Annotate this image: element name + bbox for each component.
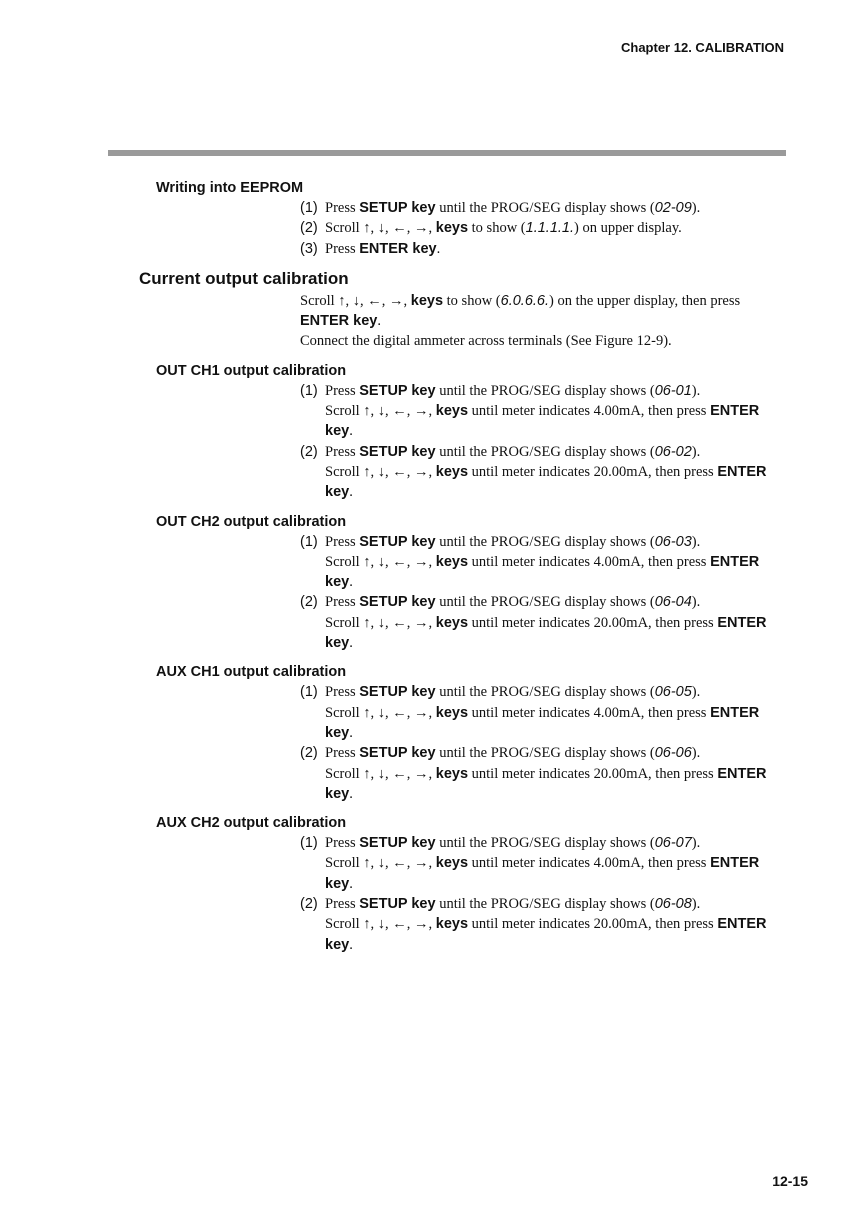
step-number: (2)	[300, 745, 318, 762]
calibration-section	[0, 361, 867, 503]
step-text: Scroll ↑, ↓, ←, →,	[325, 553, 436, 570]
step-text: ).	[691, 835, 701, 852]
calibration-step	[300, 743, 780, 804]
key-label: key	[325, 635, 350, 652]
step-text: until the PROG/SEG display shows (	[435, 745, 655, 762]
eeprom-step-2	[300, 218, 780, 238]
step-text: Press	[325, 745, 360, 762]
setup-key-label: SETUP key	[359, 835, 436, 852]
enter-key-label: ENTER	[717, 614, 767, 631]
step-text: Press	[325, 200, 360, 216]
header-rule	[108, 150, 786, 156]
step-text: Press	[325, 835, 360, 852]
step-text: until meter indicates 20.00mA, then press	[468, 614, 718, 631]
step-text: until meter indicates 4.00mA, then press	[468, 403, 711, 420]
step-text: ).	[691, 896, 701, 913]
step-text: ).	[691, 594, 701, 611]
eeprom-step-3	[300, 239, 780, 259]
calibration-step	[300, 682, 780, 743]
calibration-section	[0, 662, 867, 804]
step-text: until meter indicates 4.00mA, then press	[468, 855, 711, 872]
intro-text: .	[377, 313, 381, 330]
display-code: 02-09	[654, 200, 692, 216]
step-text: Scroll ↑, ↓, ←, →,	[325, 463, 436, 480]
step-text: .	[349, 423, 353, 440]
section-heading: AUX CH2 output calibration	[156, 815, 347, 832]
step-text: until meter indicates 20.00mA, then press	[468, 463, 718, 480]
key-label: key	[325, 785, 350, 802]
keys-label: keys	[435, 704, 469, 721]
section-heading: OUT CH1 output calibration	[156, 362, 347, 379]
step-number: (2)	[300, 896, 318, 913]
calibration-step	[300, 442, 780, 503]
keys-label: keys	[435, 403, 469, 420]
eeprom-heading: Writing into EEPROM	[156, 180, 304, 196]
keys-label: keys	[435, 765, 469, 782]
keys-label: keys	[435, 916, 469, 933]
step-text: ).	[691, 745, 701, 762]
calibration-step	[300, 894, 780, 955]
step-text: .	[349, 635, 353, 652]
display-code: 06-02	[654, 443, 692, 460]
setup-key-label: SETUP key	[359, 594, 436, 611]
calibration-section	[0, 813, 867, 955]
calibration-step	[300, 381, 780, 442]
key-label: key	[325, 484, 350, 501]
keys-label: keys	[435, 463, 469, 480]
calibration-step	[300, 833, 780, 894]
key-label: key	[325, 936, 350, 953]
step-text: ).	[691, 443, 701, 460]
intro-text: Scroll ↑, ↓, ←, →,	[300, 292, 411, 309]
step-text: .	[436, 240, 441, 257]
display-code: 06-05	[654, 684, 692, 701]
step-text: Scroll ↑, ↓, ←, →,	[325, 765, 436, 782]
step-text: until meter indicates 4.00mA, then press	[468, 553, 711, 570]
step-text: Press	[325, 443, 360, 460]
enter-key-label: ENTER	[710, 553, 760, 570]
step-text: until the PROG/SEG display shows (	[435, 896, 655, 913]
display-code: 06-07	[654, 835, 692, 852]
step-text: until the PROG/SEG display shows (	[435, 443, 655, 460]
setup-key-label: SETUP key	[359, 443, 436, 460]
key-label: key	[325, 423, 350, 440]
setup-key-label: SETUP key	[359, 684, 436, 701]
step-text: until meter indicates 4.00mA, then press	[468, 704, 711, 721]
display-code: 06-03	[654, 533, 692, 550]
section-heading: OUT CH2 output calibration	[156, 513, 347, 530]
intro-text: ) on the upper display, then press	[549, 292, 741, 309]
connect-instruction: Connect the digital ammeter across terminals (See Figure 12-9).	[300, 333, 672, 350]
enter-key-label: ENTER	[710, 855, 760, 872]
step-text: Scroll ↑, ↓, ←, →,	[325, 704, 436, 721]
step-text: until the PROG/SEG display shows (	[435, 684, 655, 701]
display-code: 1.1.1.1.	[525, 220, 575, 237]
enter-key-label: ENTER	[710, 403, 760, 420]
step-text: Press	[325, 594, 360, 611]
step-text: until meter indicates 20.00mA, then press	[468, 765, 718, 782]
display-code: 06-04	[654, 594, 692, 611]
key-label: key	[325, 724, 350, 741]
step-text: until the PROG/SEG display shows (	[435, 200, 655, 216]
step-number: (2)	[300, 220, 318, 237]
enter-key-label: ENTER	[717, 765, 767, 782]
setup-key-label: SETUP key	[359, 200, 436, 216]
step-number: (1)	[300, 835, 318, 852]
step-number: (3)	[300, 240, 318, 257]
calibration-step	[300, 532, 780, 593]
step-number: (1)	[300, 200, 318, 216]
step-number: (1)	[300, 533, 318, 550]
step-text: ) on upper display.	[574, 220, 682, 237]
step-text: Press	[325, 684, 360, 701]
step-number: (1)	[300, 382, 318, 399]
page-number: 12-15	[772, 1173, 808, 1189]
display-code: 06-08	[654, 896, 692, 913]
step-text: Scroll ↑, ↓, ←, →,	[325, 855, 436, 872]
step-text: Press	[325, 240, 360, 257]
keys-label: keys	[410, 292, 444, 309]
page-content	[0, 178, 867, 955]
step-text: Press	[325, 382, 360, 399]
step-text: until the PROG/SEG display shows (	[435, 835, 655, 852]
calibration-section	[0, 512, 867, 654]
setup-key-label: SETUP key	[359, 745, 436, 762]
step-text: Scroll ↑, ↓, ←, →,	[325, 403, 436, 420]
enter-key-label: ENTER	[717, 916, 767, 933]
section-heading: AUX CH1 output calibration	[156, 664, 347, 681]
step-text: until the PROG/SEG display shows (	[435, 533, 655, 550]
calibration-sections	[0, 361, 867, 955]
setup-key-label: SETUP key	[359, 533, 436, 550]
setup-key-label: SETUP key	[359, 896, 436, 913]
step-text: .	[349, 574, 353, 591]
step-text: ).	[691, 684, 701, 701]
enter-key-label: ENTER key	[300, 313, 378, 330]
step-text: until meter indicates 20.00mA, then press	[468, 916, 718, 933]
step-text: .	[349, 724, 353, 741]
eeprom-step-1	[300, 198, 780, 218]
step-text: Scroll ↑, ↓, ←, →,	[325, 220, 436, 237]
step-text: ).	[691, 382, 701, 399]
keys-label: keys	[435, 855, 469, 872]
step-text: Press	[325, 896, 360, 913]
setup-key-label: SETUP key	[359, 382, 436, 399]
display-code: 6.0.6.6.	[500, 292, 550, 309]
intro-text: to show (	[443, 292, 501, 309]
step-text: until the PROG/SEG display shows (	[435, 382, 655, 399]
keys-label: keys	[435, 614, 469, 631]
step-text: .	[349, 785, 353, 802]
current-output-heading: Current output calibration	[139, 268, 349, 288]
step-text: to show (	[468, 220, 526, 237]
step-text: ).	[691, 533, 701, 550]
step-text: Scroll ↑, ↓, ←, →,	[325, 916, 436, 933]
enter-key-label: ENTER	[710, 704, 760, 721]
enter-key-label: ENTER key	[359, 240, 437, 257]
step-text: ).	[691, 200, 701, 216]
current-intro	[300, 291, 780, 332]
step-text: Press	[325, 533, 360, 550]
keys-label: keys	[435, 220, 469, 237]
keys-label: keys	[435, 553, 469, 570]
step-number: (2)	[300, 594, 318, 611]
step-number: (2)	[300, 443, 318, 460]
step-text: .	[349, 484, 353, 501]
display-code: 06-06	[654, 745, 692, 762]
step-text: .	[349, 936, 353, 953]
key-label: key	[325, 574, 350, 591]
chapter-header: Chapter 12. CALIBRATION	[621, 40, 784, 55]
enter-key-label: ENTER	[717, 463, 767, 480]
calibration-step	[300, 592, 780, 653]
key-label: key	[325, 875, 350, 892]
step-text: .	[349, 875, 353, 892]
display-code: 06-01	[654, 382, 692, 399]
step-number: (1)	[300, 684, 318, 701]
step-text: Scroll ↑, ↓, ←, →,	[325, 614, 436, 631]
step-text: until the PROG/SEG display shows (	[435, 594, 655, 611]
